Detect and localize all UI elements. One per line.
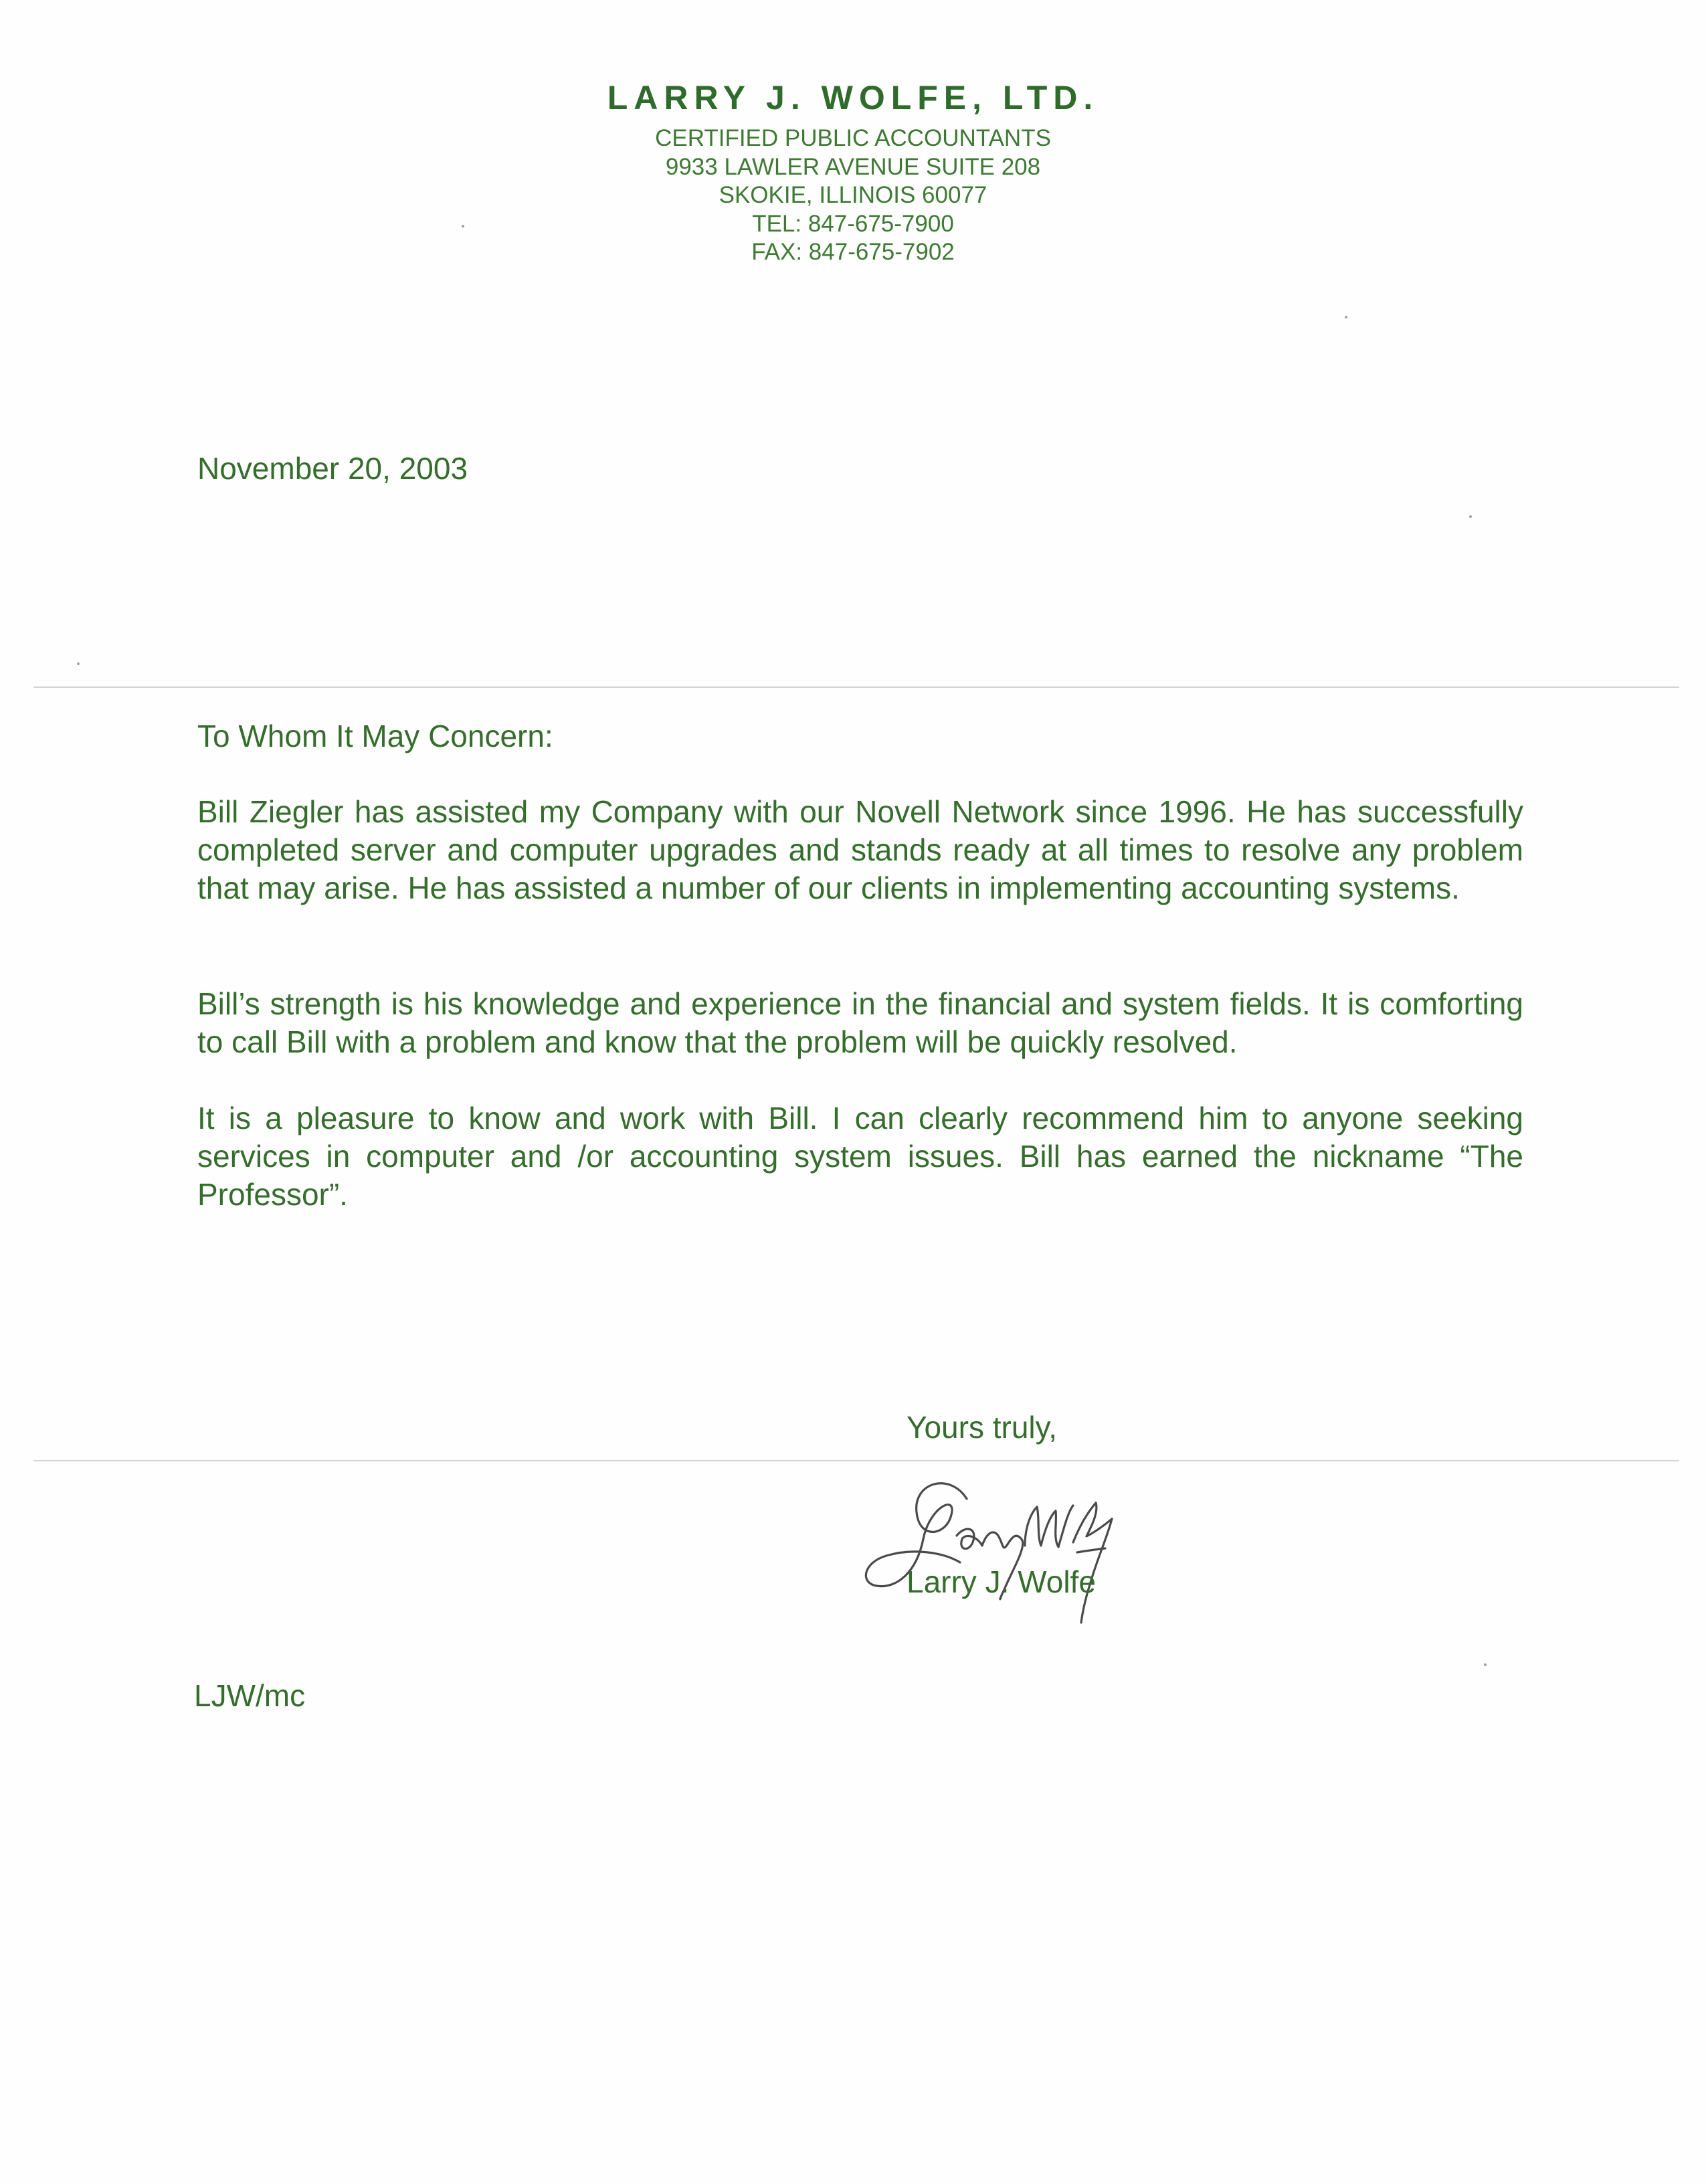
complimentary-closing: Yours truly, <box>907 1410 1057 1445</box>
scan-speck <box>77 662 80 665</box>
reference-initials: LJW/mc <box>194 1678 306 1713</box>
body-paragraph-2: Bill’s strength is his knowledge and experience in the financial and system fields. It is comforting to call Bill with a problem and know that the problem will be quickly resolved. <box>197 986 1523 1059</box>
firm-street-address: 9933 LAWLER AVENUE SUITE 208 <box>665 153 1041 180</box>
scan-speck <box>1469 515 1472 518</box>
signer-name: Larry J. Wolfe <box>907 1564 1096 1599</box>
scan-speck <box>1345 316 1347 318</box>
scan-fold-line <box>33 687 1679 688</box>
letter-date: November 20, 2003 <box>197 451 468 486</box>
firm-telephone: TEL: 847-675-7900 <box>752 210 954 237</box>
scan-speck <box>1484 1663 1487 1666</box>
body-paragraph-1: Bill Ziegler has assisted my Company with our Novell Network since 1996. He has successfully completed server and computer upgrades and stands ready at all times to resolve any problem that may arise. He has assisted a number of our clients in implementing accounting systems. <box>197 794 1523 905</box>
firm-descriptor: CERTIFIED PUBLIC ACCOUNTANTS <box>655 125 1051 151</box>
firm-name: LARRY J. WOLFE, LTD. <box>607 79 1099 116</box>
salutation: To Whom It May Concern: <box>197 719 553 753</box>
firm-fax: FAX: 847-675-7902 <box>751 239 955 265</box>
letterhead <box>0 75 1706 267</box>
firm-city-state: SKOKIE, ILLINOIS 60077 <box>719 182 987 208</box>
body-paragraph-3: It is a pleasure to know and work with Bill. I can clearly recommend him to anyone seeking services in computer and /or accounting system issues. Bill has earned the nickname “The Professor”. <box>197 1101 1523 1212</box>
